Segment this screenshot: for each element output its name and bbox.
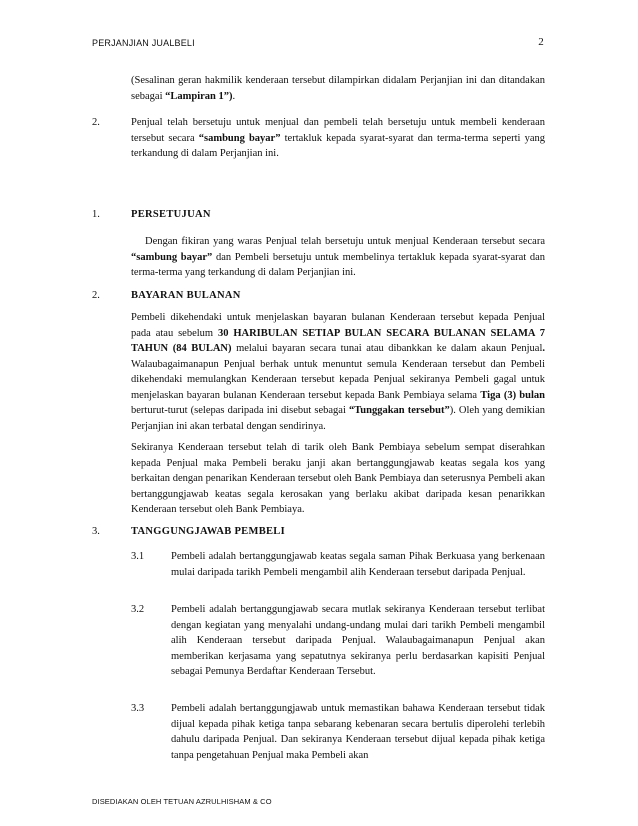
page-footer: DISEDIAKAN OLEH TETUAN AZRULHISHAM & CO xyxy=(92,797,272,806)
subsection-text: Pembeli adalah bertanggungjawab keatas segala saman Pihak Berkuasa yang berkenaan mulai daripada tarikh Pembeli mengambil alih Kenderaan tersebut daripada Penjual. xyxy=(171,551,545,578)
page-number: 2 xyxy=(538,36,544,48)
s2-bold-payment-terms: 30 HARIBULAN SETIAP BULAN SECARA BULANAN SELAMA 7 TAHUN (84 BULAN) xyxy=(131,327,545,354)
intro-paragraph-1 xyxy=(131,73,545,104)
section-number: 2. xyxy=(92,290,100,301)
subsection-text: Pembeli adalah bertanggungjawab secara mutlak sekiranya Kenderaan tersebut terlibat dengan kegiatan yang menyalahi undang-undang mulai dari tarikh Pembeli mengambil alih Kenderaan tersebut daripada Penjual. Walaubagaimanapun Penjual akan memberikan kerjasama yang sepatutnya sekiranya perlu berdasarkan kapisiti Penjual sebagai Pemunya Berdaftar Kenderaan Tersebut. xyxy=(171,604,545,677)
intro-item-number: 2. xyxy=(92,117,100,128)
intro2-text-end: tertakluk kepada syarat-syarat dan terma-terma seperti yang terkandung di dalam Perjanjian ini. xyxy=(131,132,545,159)
section-2-paragraph-2: Sekiranya Kenderaan tersebut telah di tarik oleh Bank Pembiaya sebelum sempat diserahkan kepada Penjual maka Pembeli beraku janji akan bertanggungjawab keatas segala kos yang berkaitan dengan penarikan Kenderaan tersebut oleh Bank Pembiaya dan seterusnya Pembeli akan bertanggungjawab keatas segala kerosakan yang berlaku akibat daripada kesan penarikkan Kenderaan tersebut oleh Bank Pembiaya. xyxy=(131,442,545,515)
intro-paragraph-2 xyxy=(131,115,545,162)
s2-bold-three-months: Tiga (3) bulan xyxy=(480,389,545,401)
intro2-text: Penjual telah bersetuju untuk menjual dan pembeli telah bersetuju untuk membeli kenderaan tersebut secara xyxy=(131,117,545,144)
section-1-text-end: dan Pembeli bersetuju untuk membelinya tertakluk kepada syarat-syarat dan terma-terma yang terkandung di dalam Perjanjian ini. xyxy=(131,251,545,278)
intro-lampiran-label: “Lampiran 1”) xyxy=(165,90,233,102)
s2-text-c: melalui bayaran secara tunai atau dibankkan ke dalam akaun Penjual xyxy=(231,343,543,354)
section-heading: PERSETUJUAN xyxy=(131,209,211,220)
intro-text-end: . xyxy=(232,90,236,102)
s2-text-g: berturut-turut (selepas daripada ini disebut sebagai xyxy=(131,405,349,416)
section-heading: BAYARAN BULANAN xyxy=(131,290,241,301)
section-1-paragraph xyxy=(131,234,545,281)
document-title: PERJANJIAN JUALBELI xyxy=(92,38,195,48)
s2-text-e: Walaubagaimanapun Penjual berhak untuk menuntut semula Kenderaan tersebut dan Pembeli dikehendaki memulangkan Kenderaan tersebut kepada Penjual sekiranya Pembeli gagal untuk menjelaskan bayaran bulanan Kenderaan tersebut kepada Bank Pembiaya selama xyxy=(131,358,545,401)
section-2-paragraph-1 xyxy=(131,310,545,434)
page-header xyxy=(92,38,544,48)
intro2-bold: “sambung bayar” xyxy=(198,132,281,144)
section-1-bold: “sambung bayar” xyxy=(131,251,213,263)
subsection-number: 3.3 xyxy=(131,703,145,714)
section-1-text: Dengan fikiran yang waras Penjual telah bersetuju untuk menjual Kenderaan tersebut secara xyxy=(145,236,545,247)
intro-text: (Sesalinan geran hakmilik kenderaan tersebut dilampirkan didalam Perjanjian ini dan ditandakan sebagai xyxy=(131,75,545,102)
subsection-number: 3.2 xyxy=(131,604,145,615)
s2-text-a: Pembeli dikehendaki untuk menjelaskan bayaran bulanan Kenderaan tersebut kepada Penjual pada atau sebelum xyxy=(131,312,545,339)
s2-bold-arrears: “Tunggakan tersebut” xyxy=(348,405,450,416)
s2-bold-dot: . xyxy=(542,343,546,354)
section-number: 3. xyxy=(92,526,100,537)
s2-text-i: ). Oleh yang demikian Perjanjian ini akan terbatal dengan sendirinya. xyxy=(131,405,546,432)
subsection-number: 3.1 xyxy=(131,551,145,562)
subsection-text: Pembeli adalah bertanggungjawab untuk memastikan bahawa Kenderaan tersebut tidak dijual kepada pihak ketiga tanpa sebarang kebenaran secara bertulis diperolehi terlebih dahulu daripada Penjual. Dan sekiranya Kenderaan tersebut dijual kepada pihak ketiga tanpa pengetahuan Penjual maka Pembeli akan xyxy=(171,703,545,761)
section-heading: TANGGUNGJAWAB PEMBELI xyxy=(131,526,285,537)
section-number: 1. xyxy=(92,209,100,220)
